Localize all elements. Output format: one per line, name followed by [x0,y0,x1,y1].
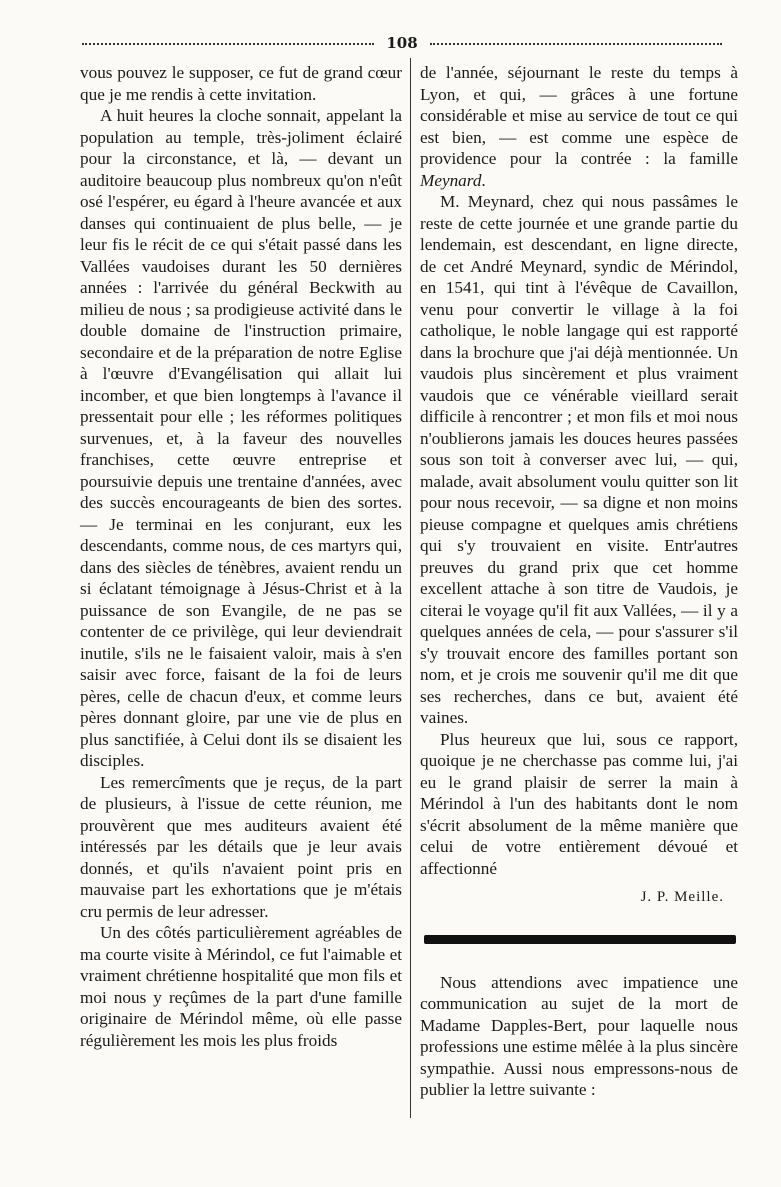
paragraph: Un des côtés particulièrement agréables de ma courte visite à Mérindol, ce fut l'aimable et vraiment chrétienne hospitalité que mon fils et moi nous y reçûmes de la part d'une famille originaire de Mérindol même, où elle passe régulièrement les mois les plus froids [80,923,402,1050]
left-column [80,62,402,1051]
notice-paragraph: Nous attendions avec impatience une communication au sujet de la mort de Madame Dapples-Bert, pour laquelle nous professions une estime mêlée à la plus sincère sympathie. Aussi nous empressons-nous de publier la lettre suivante : [420,972,738,1099]
paragraph: de l'année, séjournant le reste du temps à Lyon, et qui, — grâces à une fortune considérable et mise au service de tout ce qui est bien, — est comme une espèce de providence pour la contrée : la famille Meynard. [420,63,738,190]
paragraph: Les remercîments que je reçus, de la part de plusieurs, à l'issue de cette réunion, me prouvèrent que mes auditeurs avaient été intéressés par les détails que je leur avais donnés, et qu'ils n'avaient point pris en mauvaise part les exhortations que je m'étais cru permis de leur adresser. [80,772,402,921]
column-divider [410,58,411,1118]
family-name: Meynard [420,170,482,190]
paragraph: A huit heures la cloche sonnait, appelant la population au temple, très-joliment éclairé pour la circonstance, et là, — devant un auditoire beaucoup plus nombreux qu'on n'eût osé l'espérer, eu égard à l'heure avancée et aux danses qui continuaient de plus belle, — je leur fis le récit de ce qui s'était passé dans les Vallées vaudoises durant les 50 dernières années : l'arrivée du général Beckwith au milieu de nous ; sa prodigieuse activité dans le double domaine de l'instruction primaire, secondaire et de la préparation de notre Eglise à l'œuvre d'Evangélisation qui allait lui incomber, et que bien longtemps à l'avance il pressentait pour elle ; les réformes politiques survenues, et, à la faveur des nouvelles franchises, cette œuvre entreprise et poursuivie depuis une trentaine d'années, avec des succès encourageants de bien des sortes. — Je terminai en les conjurant, eux les descendants, comme nous, de ces martyrs qui, dans des siècles de ténèbres, avaient rendu un si éclatant témoignage à Jésus-Christ et à la puissance de son Evangile, de ne pas se contenter de ce privilège, qui leur deviendrait inutile, s'ils ne le faisaient valoir, mais à s'en saisir avec force, faisant de la foi de leurs pères, celle de chacun d'eux, et comme leurs pères donnant gloire, par une vie de plus en plus sanctifiée, à Celui dont ils se disaient les disciples. [80,106,402,770]
paragraph: Plus heureux que lui, sous ce rapport, quoique je ne cherchasse pas comme lui, j'ai eu le grand plaisir de serrer la main à Mérindol à l'un des habitants dont le nom s'écrit absolument de la même manière que celui de votre entièrement dévoué et affectionné [420,729,738,878]
paragraph: M. Meynard, chez qui nous passâmes le reste de cette journée et une grande partie du lendemain, est descendant, en ligne directe, de cet André Meynard, syndic de Mérindol, en 1541, qui tint à l'évêque de Cavaillon, venu pour convertir le village à la foi catholique, le noble langage qui est rapporté dans la brochure que j'ai déjà mentionnée. Un vaudois plus sincèrement et plus vraiment vaudois que ce vénérable vieillard serait difficile à rencontrer ; et mon fils et moi nous n'oublierons jamais les douces heures passées sous son toit à converser avec lui, — qui, malade, avait absolument voulu quitter son lit pour nous recevoir, — sa digne et non moins pieuse compagne et quelques amis chrétiens qui s'y trouvaient en visite. Entr'autres preuves du grand prix que cet homme excellent attache à son titre de Vaudois, je citerai le voyage qu'il fit aux Vallées, — il y a quelques années de cela, — pour s'assurer s'il s'y trouvait encore des familles portant son nom, et je crois me souvenir qu'il me dit que ses recherches, dans ce but, avaient été vaines. [420,192,738,727]
right-column [420,62,738,1101]
paragraph-text: de l'année, séjournant le reste du temps à Lyon, et qui, — grâces à une fortune considérable et mise au service de tout ce qui est bien, — est comme une espèce de providence pour la contrée : la famille [420,63,738,168]
section-separator [424,935,736,944]
paragraph: vous pouvez le supposer, ce fut de grand cœur que je me rendis à cette invitation. [80,63,402,104]
signature: J. P. Meille. [640,889,724,905]
page-number: 108 [386,34,418,52]
header-rule-right [430,43,722,45]
page-header [82,34,722,54]
